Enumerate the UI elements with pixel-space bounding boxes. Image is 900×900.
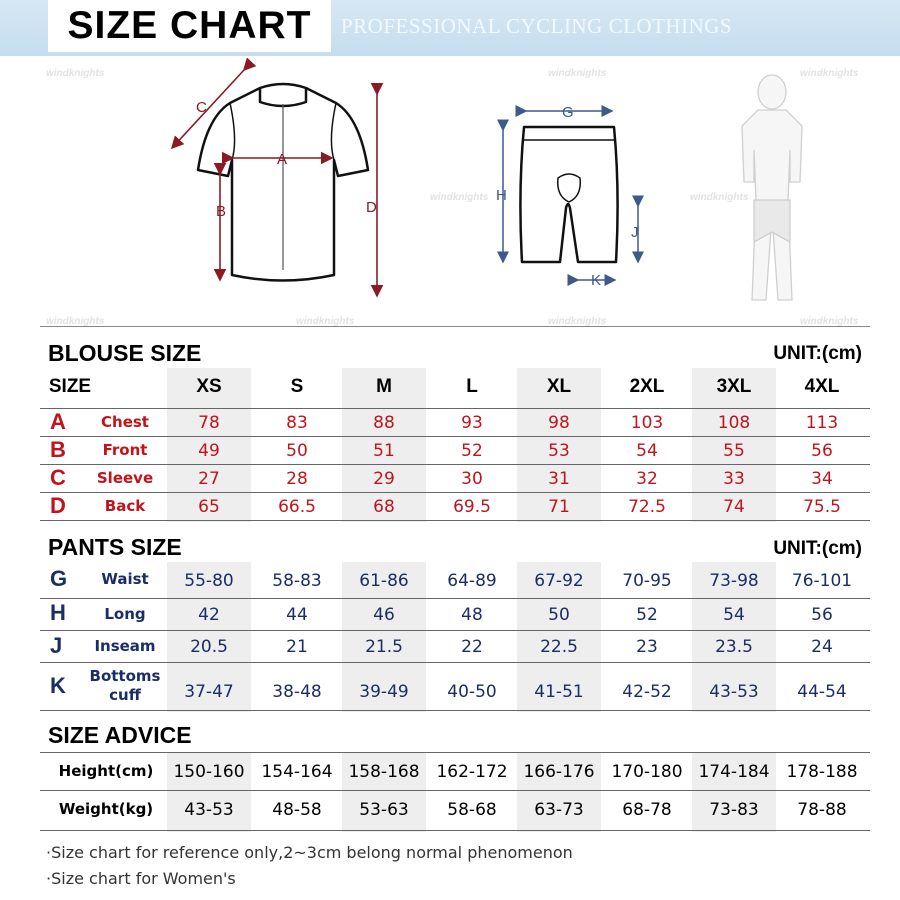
table-cell: 103 bbox=[630, 413, 664, 433]
watermark: windknights bbox=[430, 192, 489, 203]
row-label: Chest bbox=[101, 413, 149, 431]
table-cell: 73-98 bbox=[709, 571, 759, 591]
table-cell: 68-78 bbox=[622, 800, 672, 820]
row-label: Bottoms bbox=[89, 667, 161, 685]
watermark: windknights bbox=[548, 316, 607, 326]
watermark: windknights bbox=[690, 192, 749, 203]
table-cell: 29 bbox=[373, 469, 395, 489]
table-cell: 32 bbox=[636, 469, 658, 489]
label-D: D bbox=[366, 199, 377, 216]
watermark: windknights bbox=[800, 68, 859, 79]
table-cell: 170-180 bbox=[611, 762, 683, 782]
table-cell: 64-89 bbox=[447, 571, 497, 591]
page-title: SIZE CHART bbox=[67, 4, 312, 47]
size-header-3xl: 3XL bbox=[716, 376, 752, 397]
table-cell: 21.5 bbox=[365, 637, 403, 657]
label-G: G bbox=[562, 104, 574, 121]
table-cell: 54 bbox=[723, 605, 745, 625]
table-cell: 33 bbox=[723, 469, 745, 489]
table-cell: 20.5 bbox=[190, 637, 228, 657]
label-B: B bbox=[216, 203, 227, 220]
table-cell: 69.5 bbox=[453, 497, 491, 517]
watermark: windknights bbox=[800, 316, 859, 326]
table-cell: 88 bbox=[373, 413, 395, 433]
pants-heading: PANTS SIZE bbox=[48, 534, 182, 560]
blouse-heading: BLOUSE SIZE bbox=[48, 340, 202, 366]
table-cell: 162-172 bbox=[436, 762, 508, 782]
table-cell: 23.5 bbox=[715, 637, 753, 657]
row-rule bbox=[40, 830, 870, 831]
row-rule bbox=[40, 630, 870, 631]
table-cell: 58-68 bbox=[447, 800, 497, 820]
table-cell: 24 bbox=[811, 637, 833, 657]
table-cell: 53-63 bbox=[359, 800, 409, 820]
row-label: Sleeve bbox=[96, 469, 154, 487]
section-divider bbox=[40, 326, 870, 327]
table-cell: 52 bbox=[636, 605, 658, 625]
note-reference: ·Size chart for reference only,2~3cm belong normal phenomenon bbox=[46, 843, 573, 862]
table-cell: 178-188 bbox=[786, 762, 858, 782]
table-cell: 34 bbox=[811, 469, 833, 489]
row-letter: C bbox=[50, 465, 66, 490]
row-rule bbox=[40, 790, 870, 791]
row-rule bbox=[40, 710, 870, 711]
row-rule bbox=[40, 408, 870, 409]
table-cell: 31 bbox=[548, 469, 570, 489]
size-header-2xl: 2XL bbox=[629, 376, 665, 397]
table-cell: 154-164 bbox=[261, 762, 333, 782]
table-cell: 22 bbox=[461, 637, 483, 657]
table-cell: 56 bbox=[811, 605, 833, 625]
watermark: windknights bbox=[46, 316, 105, 326]
watermark: windknights bbox=[296, 316, 355, 326]
label-A: A bbox=[277, 151, 288, 168]
row-rule bbox=[40, 598, 870, 599]
table-cell: 53 bbox=[548, 441, 570, 461]
pants-unit: UNIT:(cm) bbox=[773, 538, 862, 559]
table-cell: 40-50 bbox=[447, 682, 497, 702]
table-cell: 43-53 bbox=[709, 682, 759, 702]
table-cell: 150-160 bbox=[173, 762, 245, 782]
row-label-line2: cuff bbox=[109, 686, 141, 704]
table-cell: 38-48 bbox=[272, 682, 322, 702]
table-cell: 83 bbox=[286, 413, 308, 433]
row-letter: G bbox=[50, 566, 68, 591]
table-cell: 54 bbox=[636, 441, 658, 461]
row-rule bbox=[40, 436, 870, 437]
table-cell: 50 bbox=[548, 605, 570, 625]
size-header-l: L bbox=[466, 376, 478, 397]
table-cell: 75.5 bbox=[803, 497, 841, 517]
table-cell: 78-88 bbox=[797, 800, 847, 820]
table-cell: 74 bbox=[723, 497, 745, 517]
note-womens: ·Size chart for Women's bbox=[46, 869, 236, 888]
size-header-xs: XS bbox=[196, 376, 222, 397]
table-cell: 43-53 bbox=[184, 800, 234, 820]
table-cell: 30 bbox=[461, 469, 483, 489]
title-box bbox=[48, 0, 331, 52]
table-cell: 73-83 bbox=[709, 800, 759, 820]
table-cell: 70-95 bbox=[622, 571, 672, 591]
table-cell: 174-184 bbox=[698, 762, 770, 782]
table-cell: 49 bbox=[198, 441, 220, 461]
table-cell: 68 bbox=[373, 497, 395, 517]
table-cell: 23 bbox=[636, 637, 658, 657]
table-cell: 44 bbox=[286, 605, 308, 625]
page-subtitle: PROFESSIONAL CYCLING CLOTHINGS bbox=[341, 14, 733, 38]
table-cell: 28 bbox=[286, 469, 308, 489]
row-letter: B bbox=[50, 437, 66, 462]
garment-diagram bbox=[0, 56, 900, 326]
table-cell: 46 bbox=[373, 605, 395, 625]
table-cell: 21 bbox=[286, 637, 308, 657]
table-cell: 58-83 bbox=[272, 571, 322, 591]
table-cell: 52 bbox=[461, 441, 483, 461]
row-letter: J bbox=[50, 633, 63, 658]
row-rule bbox=[40, 464, 870, 465]
label-J: J bbox=[631, 224, 639, 241]
table-cell: 42 bbox=[198, 605, 220, 625]
row-rule bbox=[40, 520, 870, 521]
row-label: Back bbox=[104, 497, 146, 515]
watermark: windknights bbox=[548, 68, 607, 79]
label-H: H bbox=[496, 187, 507, 204]
table-cell: 61-86 bbox=[359, 571, 409, 591]
table-cell: 113 bbox=[805, 413, 839, 433]
row-letter: H bbox=[50, 600, 66, 625]
table-cell: 93 bbox=[461, 413, 483, 433]
table-cell: 65 bbox=[198, 497, 220, 517]
size-header-m: M bbox=[376, 376, 392, 397]
jersey-outline bbox=[198, 84, 368, 281]
row-label: Front bbox=[102, 441, 148, 459]
row-rule bbox=[40, 752, 870, 753]
table-cell: 42-52 bbox=[622, 682, 672, 702]
table-cell: 48-58 bbox=[272, 800, 322, 820]
table-cell: 55 bbox=[723, 441, 745, 461]
size-header-xl: XL bbox=[546, 376, 572, 397]
table-cell: 98 bbox=[548, 413, 570, 433]
table-cell: 66.5 bbox=[278, 497, 316, 517]
table-cell: 158-168 bbox=[348, 762, 420, 782]
model-figure bbox=[742, 75, 802, 300]
table-cell: 67-92 bbox=[534, 571, 584, 591]
table-cell: 50 bbox=[286, 441, 308, 461]
table-cell: 51 bbox=[373, 441, 395, 461]
table-cell: 41-51 bbox=[534, 682, 584, 702]
row-letter: A bbox=[50, 409, 66, 434]
table-cell: 166-176 bbox=[523, 762, 595, 782]
header-banner bbox=[0, 0, 900, 56]
table-cell: 55-80 bbox=[184, 571, 234, 591]
table-cell: 44-54 bbox=[797, 682, 847, 702]
size-header-label: SIZE bbox=[48, 376, 92, 397]
row-rule bbox=[40, 492, 870, 493]
table-cell: 76-101 bbox=[791, 571, 853, 591]
row-letter: K bbox=[50, 673, 66, 698]
row-label: Height(cm) bbox=[58, 762, 154, 780]
size-header-4xl: 4XL bbox=[804, 376, 840, 397]
row-label: Waist bbox=[101, 570, 149, 588]
table-cell: 72.5 bbox=[628, 497, 666, 517]
table-cell: 63-73 bbox=[534, 800, 584, 820]
shorts-outline bbox=[520, 127, 617, 262]
row-rule bbox=[40, 662, 870, 663]
watermark: windknights bbox=[46, 68, 105, 79]
row-label: Inseam bbox=[94, 637, 156, 655]
label-C: C bbox=[196, 99, 207, 116]
label-K: K bbox=[591, 272, 602, 289]
table-cell: 108 bbox=[717, 413, 751, 433]
table-cell: 27 bbox=[198, 469, 220, 489]
blouse-unit: UNIT:(cm) bbox=[773, 343, 862, 364]
table-cell: 56 bbox=[811, 441, 833, 461]
advice-heading: SIZE ADVICE bbox=[48, 722, 192, 748]
table-cell: 48 bbox=[461, 605, 483, 625]
table-cell: 37-47 bbox=[184, 682, 234, 702]
row-label: Weight(kg) bbox=[58, 800, 154, 818]
table-cell: 39-49 bbox=[359, 682, 409, 702]
row-label: Long bbox=[104, 605, 146, 623]
table-cell: 78 bbox=[198, 413, 220, 433]
table-cell: 71 bbox=[548, 497, 570, 517]
size-header-s: S bbox=[290, 376, 304, 397]
row-letter: D bbox=[50, 493, 66, 518]
table-cell: 22.5 bbox=[540, 637, 578, 657]
